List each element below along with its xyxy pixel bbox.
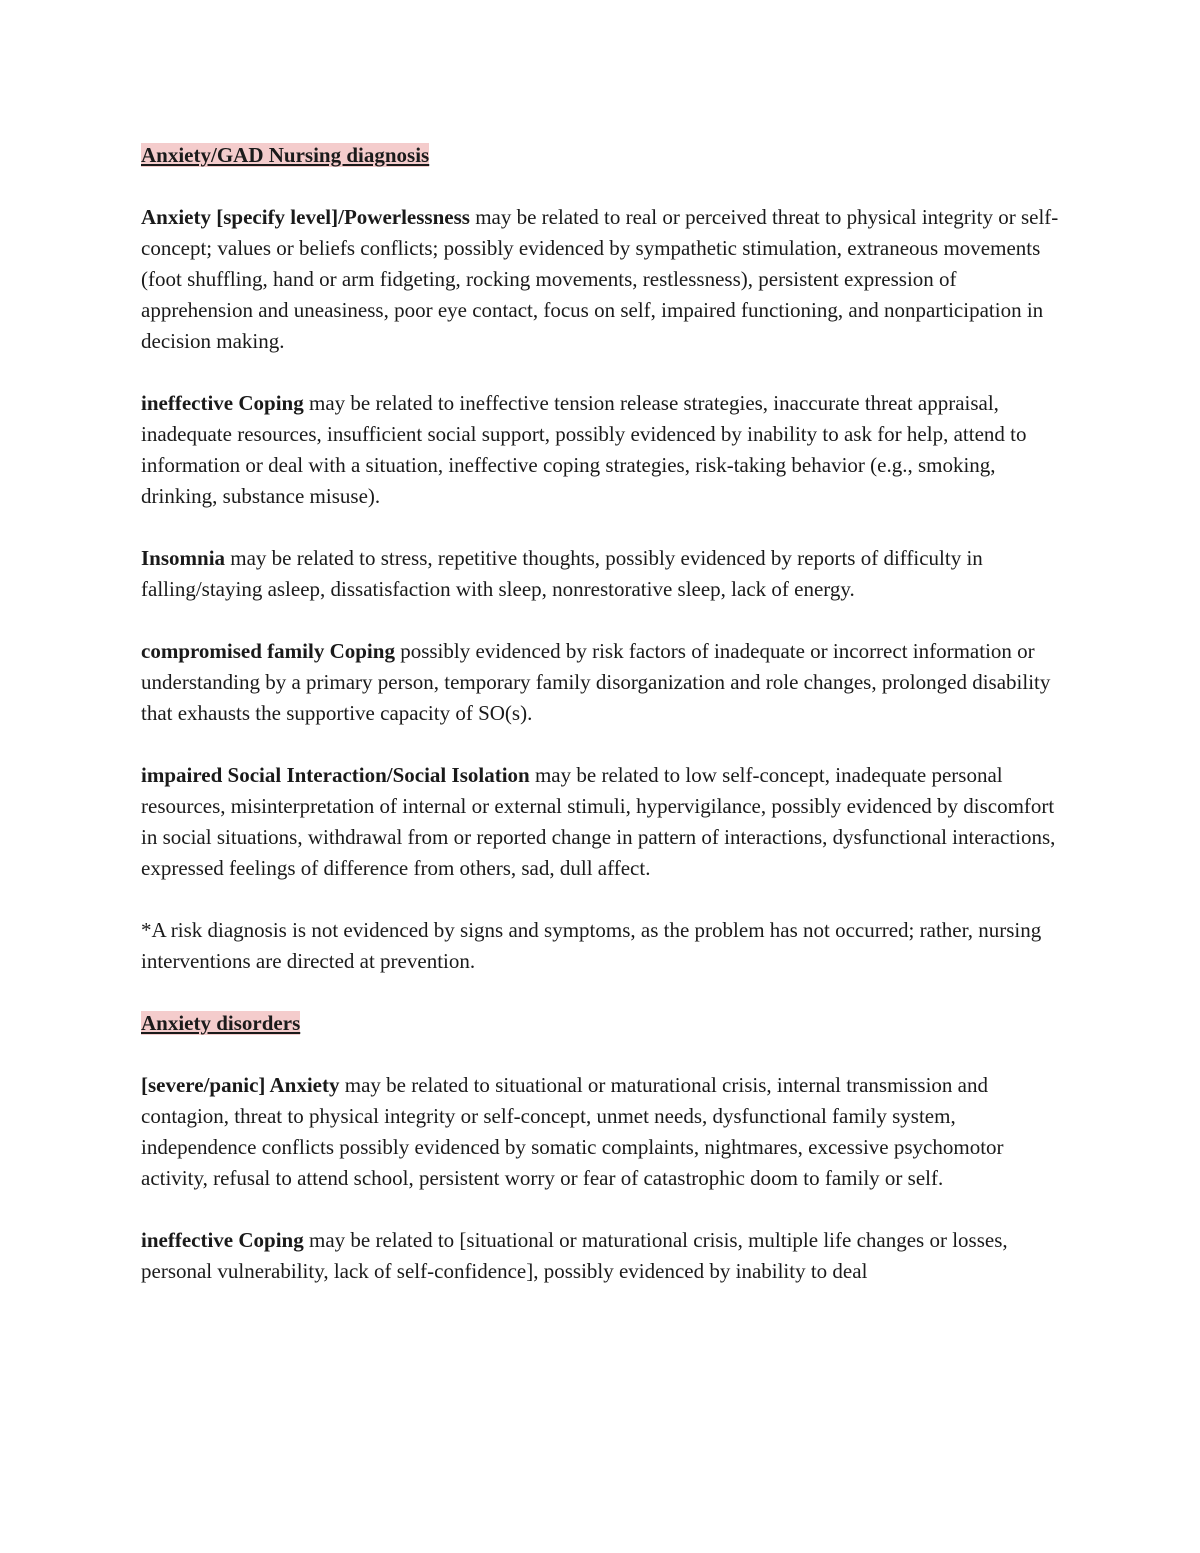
diagnosis-text: possibly evidenced by risk factors of inadequate or incorrect information or understanding by a primary person, temporary family disorganization and role changes, prolonged disability that exhausts the supportive capacity of SO(s). (141, 639, 1051, 725)
diagnosis-term: Anxiety [specify level]/Powerlessness (141, 205, 470, 229)
risk-diagnosis-note: *A risk diagnosis is not evidenced by signs and symptoms, as the problem has not occurred; rather, nursing interventions are directed at prevention. (141, 918, 1042, 973)
diagnosis-term: impaired Social Interaction/Social Isolation (141, 763, 530, 787)
diagnosis-ineffective-coping-2 (141, 1225, 1061, 1287)
diagnosis-text: may be related to situational or maturational crisis, internal transmission and contagion, threat to physical integrity or self-concept, unmet needs, dysfunctional family system, independence conflicts possibly evidenced by somatic complaints, nightmares, excessive psychomotor activity, refusal to attend school, persistent worry or fear of catastrophic doom to family or self. (141, 1073, 1004, 1190)
diagnosis-text: may be related to low self-concept, inadequate personal resources, misinterpretation of internal or external stimuli, hypervigilance, possibly evidenced by discomfort in social situations, withdrawal from or reported change in pattern of interactions, dysfunctional interactions, expressed feelings of difference from others, sad, dull affect. (141, 763, 1056, 880)
diagnosis-social-interaction (141, 760, 1061, 884)
diagnosis-term: [severe/panic] Anxiety (141, 1073, 340, 1097)
section-heading-gad-text: Anxiety/GAD Nursing diagnosis (141, 143, 430, 167)
diagnosis-term: ineffective Coping (141, 1228, 304, 1252)
section-heading-gad (141, 140, 1061, 171)
section-heading-anxiety-disorders (141, 1008, 1061, 1039)
diagnosis-ineffective-coping (141, 388, 1061, 512)
diagnosis-text: may be related to ineffective tension release strategies, inaccurate threat appraisal, inadequate resources, insufficient social support, possibly evidenced by inability to ask for help, attend to information or deal with a situation, ineffective coping strategies, risk-taking behavior (e.g., smoking, drinking, substance misuse). (141, 391, 1027, 508)
diagnosis-anxiety-powerlessness (141, 202, 1061, 357)
diagnosis-text: may be related to stress, repetitive thoughts, possibly evidenced by reports of difficulty in falling/staying asleep, dissatisfaction with sleep, nonrestorative sleep, lack of energy. (141, 546, 983, 601)
diagnosis-insomnia (141, 543, 1061, 605)
diagnosis-text: may be related to real or perceived threat to physical integrity or self-concept; values or beliefs conflicts; possibly evidenced by sympathetic stimulation, extraneous movements (foot shuffling, hand or arm fidgeting, rocking movements, restlessness), persistent expression of apprehension and uneasiness, poor eye contact, focus on self, impaired functioning, and nonparticipation in decision making. (141, 205, 1059, 353)
diagnosis-term: ineffective Coping (141, 391, 304, 415)
document-page (141, 140, 1061, 1318)
diagnosis-term: compromised family Coping (141, 639, 395, 663)
section-heading-anxiety-disorders-text: Anxiety disorders (141, 1011, 301, 1035)
diagnosis-text: may be related to [situational or maturational crisis, multiple life changes or losses, personal vulnerability, lack of self-confidence], possibly evidenced by inability to deal (141, 1228, 1008, 1283)
diagnosis-compromised-family-coping (141, 636, 1061, 729)
diagnosis-term: Insomnia (141, 546, 226, 570)
diagnosis-severe-panic-anxiety (141, 1070, 1061, 1194)
